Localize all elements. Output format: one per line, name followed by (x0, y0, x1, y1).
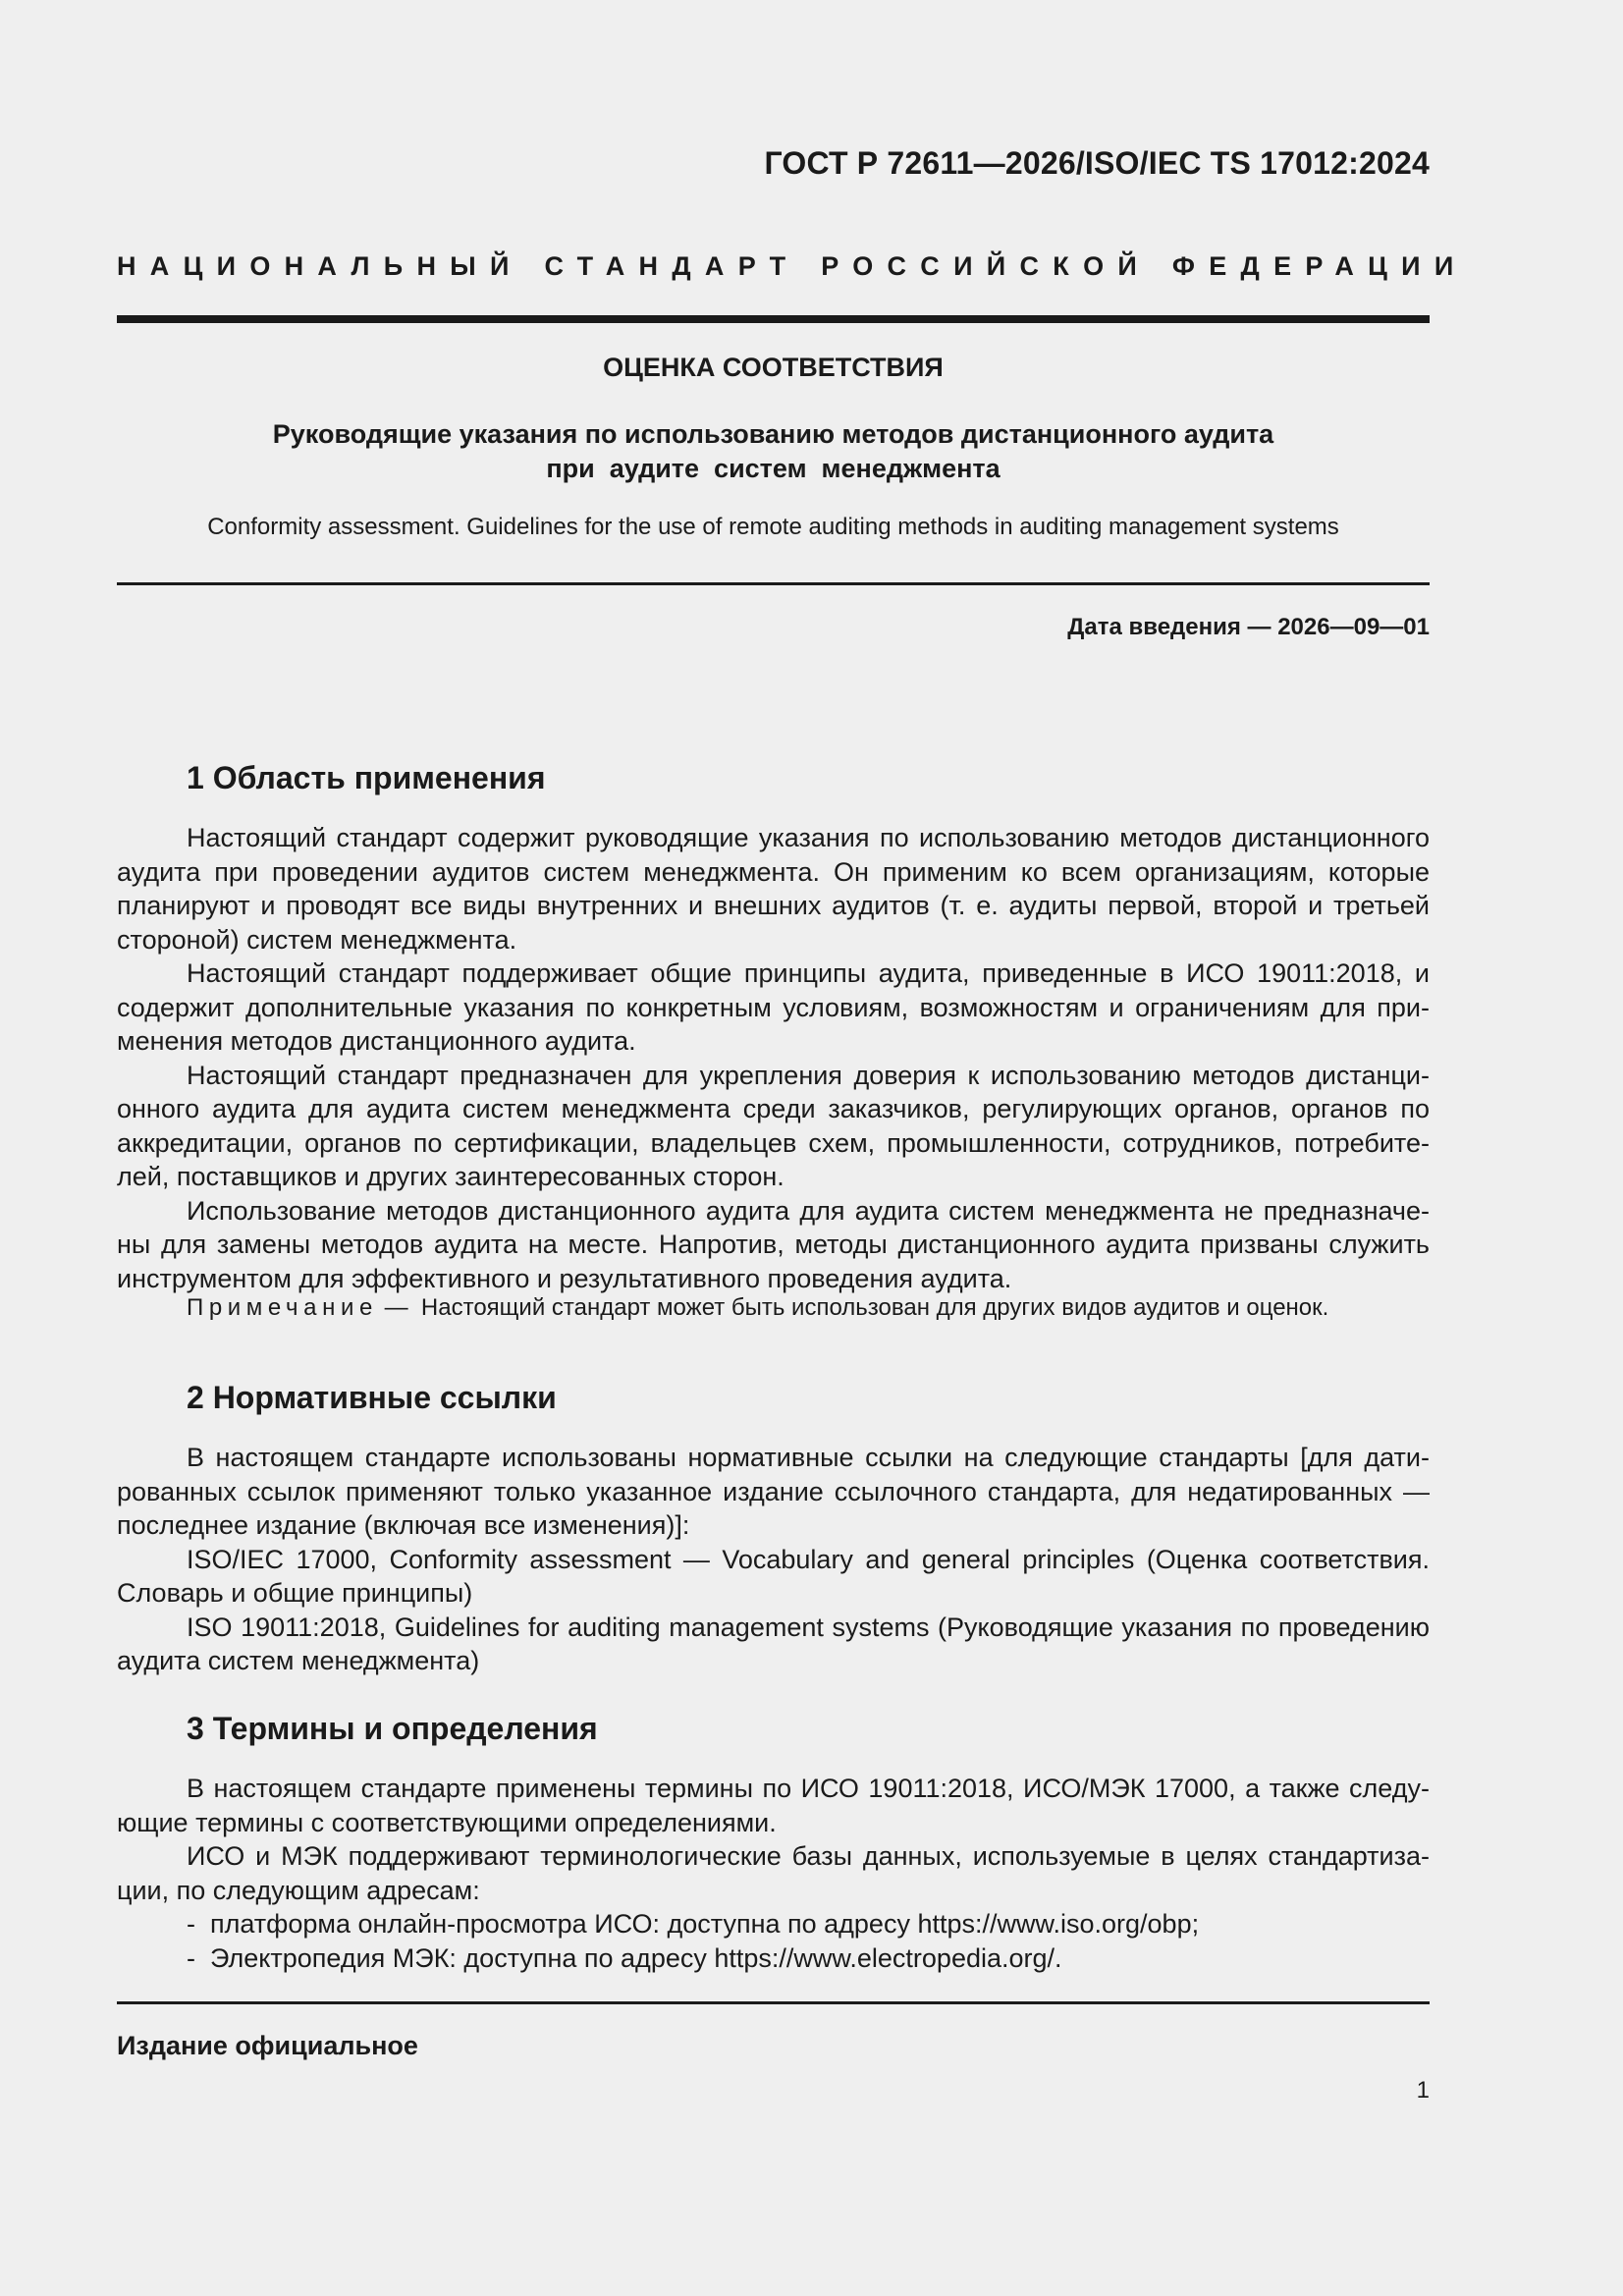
section-1-paragraph: Использование методов дистанционного аудита для аудита систем менеджмента не предназначены для замены методов аудита на месте. Напротив, методы дистанционного аудита призваны служить инструментом для эффективного и результативного проведения аудита. (117, 1195, 1430, 1293)
official-edition-label: Издание официальное (117, 2031, 418, 2060)
section-2-paragraph: В настоящем стандарте использованы нормативные ссылки на следующие стандарты [для датированных ссылок применяют только указанное издание ссылочного стандарта, для недатированных — последнее издание (включая все изменения)]: (117, 1443, 1430, 1540)
list-item: - платформа онлайн-просмотра ИСО: доступна по адресу https://www.iso.org/obp; (187, 1909, 1200, 1939)
standard-designation: ГОСТ Р 72611—2026/ISO/IEC TS 17012:2024 (764, 145, 1430, 181)
national-standard-banner: НАЦИОНАЛЬНЫЙ СТАНДАРТ РОССИЙСКОЙ ФЕДЕРАЦИИ (117, 251, 1468, 281)
section-3-paragraph: В настоящем стандарте применены термины по ИСО 19011:2018, ИСО/МЭК 17000, а также следующие термины с соответствующими определениями. (117, 1774, 1430, 1837)
thin-divider-bottom (117, 2001, 1430, 2004)
subtitle-line-2: при аудите систем менеджмента (546, 454, 1001, 483)
english-title: Conformity assessment. Guidelines for the use of remote auditing methods in auditing management systems (207, 514, 1339, 540)
terminology-database-list (187, 1907, 1430, 1975)
normative-reference: ISO 19011:2018, Guidelines for auditing management systems (Руководящие указания по проведению аудита систем менеджмента) (117, 1612, 1430, 1675)
introduction-date: Дата введения — 2026—09—01 (1067, 614, 1430, 640)
section-1-paragraph: Настоящий стандарт предназначен для укрепления доверия к использованию методов дистанционного аудита для аудита систем менеджмента среди заказчиков, регулирующих органов, органов по аккредитации, органов по сертификации, владельцев схем, промышленности, сотрудников, потребителей, поставщиков и других заинтересованных сторон. (117, 1060, 1430, 1191)
thin-divider-top (117, 582, 1430, 585)
thick-divider (117, 315, 1430, 323)
section-3-heading: 3 Термины и определения (187, 1711, 598, 1746)
section-3-body (117, 1772, 1430, 1907)
section-3-paragraph: ИСО и МЭК поддерживают терминологические базы данных, используемые в целях стандартизации, по следующим адресам: (117, 1841, 1430, 1905)
section-2-body (117, 1441, 1430, 1678)
document-title: ОЦЕНКА СООТВЕТСТВИЯ (603, 353, 944, 382)
section-1-body (117, 821, 1430, 1295)
note-text: — Настоящий стандарт может быть использован для других видов аудитов и оценок. (377, 1294, 1329, 1321)
document-subtitle (117, 417, 1430, 486)
subtitle-line-1: Руководящие указания по использованию методов дистанционного аудита (272, 419, 1274, 449)
section-1-paragraph: Настоящий стандарт содержит руководящие указания по использованию методов дистанционного аудита при проведении аудитов систем менеджмента. Он применим ко всем организациям, которые планируют и проводят все виды внутренних и внешних аудитов (т. е. аудиты первой, второй и третьей стороной) систем менеджмента. (117, 823, 1430, 955)
page-number: 1 (1416, 2077, 1430, 2104)
section-1-heading: 1 Область применения (187, 760, 546, 795)
normative-reference: ISO/IEC 17000, Conformity assessment — Vocabulary and general principles (Оценка соответствия. Словарь и общие принципы) (117, 1544, 1430, 1608)
note-label: Примечание (187, 1294, 378, 1321)
section-1-paragraph: Настоящий стандарт поддерживает общие принципы аудита, приведенные в ИСО 19011:2018, и содержит дополнительные указания по конкретным условиям, возможностям и ограничениям для применения методов дистанционного аудита. (117, 958, 1430, 1056)
section-2-heading: 2 Нормативные ссылки (187, 1380, 557, 1415)
section-1-note (187, 1294, 1430, 1322)
list-item: - Электропедия МЭК: доступна по адресу https://www.electropedia.org/. (187, 1942, 1062, 1973)
